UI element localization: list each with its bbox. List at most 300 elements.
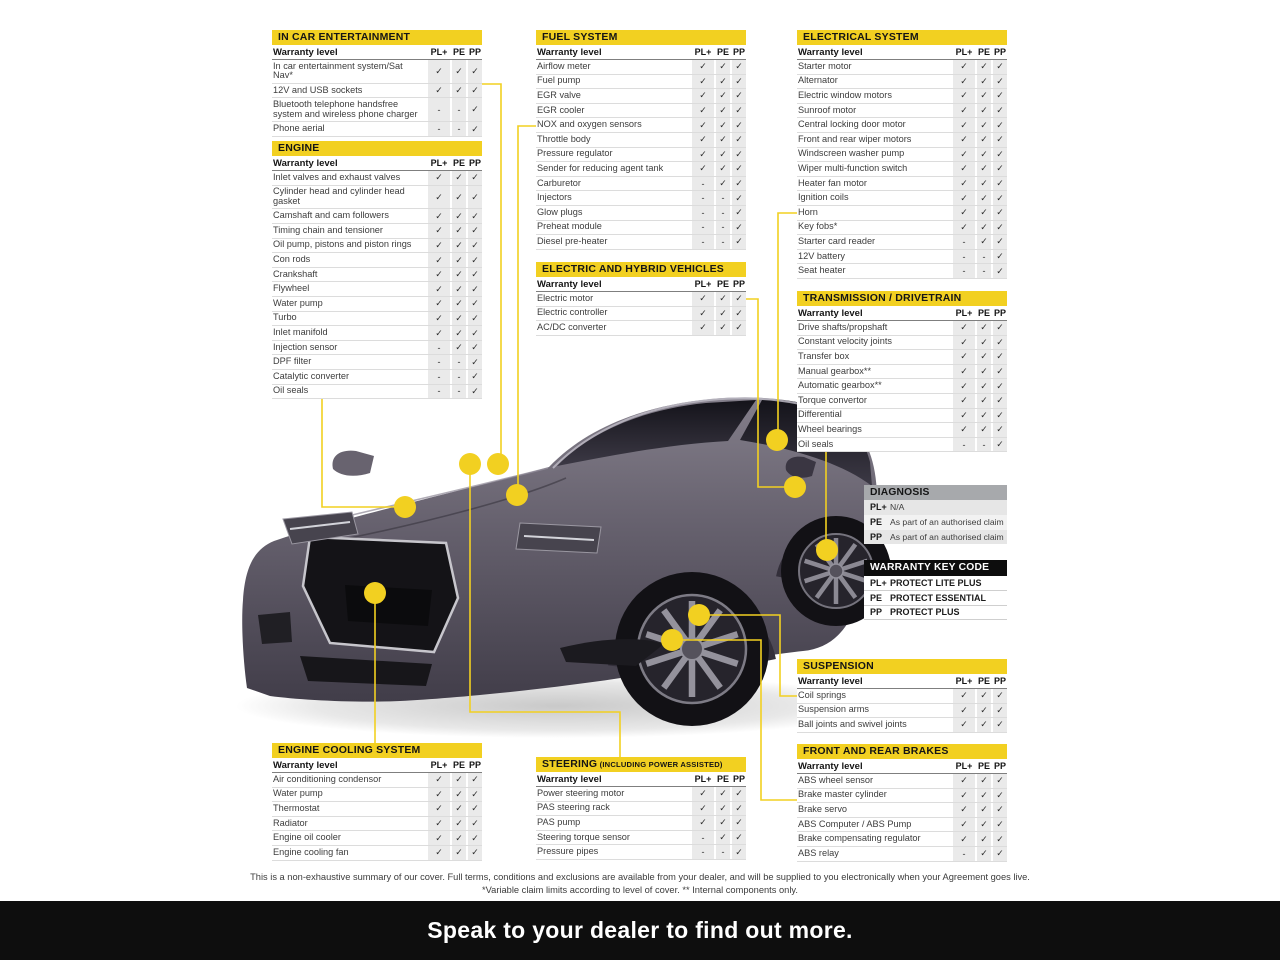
coverage-cell: ✓	[692, 162, 714, 176]
coverage-cell: ✓	[468, 831, 482, 845]
row-label: Manual gearbox**	[798, 365, 872, 376]
coverage-cell: ✓	[953, 704, 975, 718]
coverage-cell: ✓	[732, 75, 746, 89]
coverage-cell: ✓	[993, 689, 1007, 703]
cta-bar	[0, 901, 1280, 960]
coverage-cell: ✓	[468, 802, 482, 816]
coverage-cell: ✓	[977, 221, 991, 235]
table-row	[797, 704, 1007, 719]
table-row	[797, 438, 1007, 453]
coverage-cell: -	[977, 264, 991, 278]
table-row	[797, 321, 1007, 336]
box-row	[864, 530, 1007, 545]
table-title-text: STEERING	[542, 758, 598, 770]
callout-dot	[784, 476, 806, 498]
level-code: PE	[452, 158, 465, 168]
coverage-cell: ✓	[428, 239, 450, 253]
row-label: Oil seals	[273, 385, 309, 396]
coverage-cell: -	[428, 122, 450, 136]
coverage-cell: ✓	[716, 148, 730, 162]
level-code: PE	[977, 761, 990, 771]
coverage-cell: ✓	[993, 221, 1007, 235]
warranty-level-label: Warranty level	[273, 157, 338, 169]
row-label: Horn	[798, 206, 818, 217]
table-row	[536, 845, 746, 860]
coverage-cell: ✓	[993, 250, 1007, 264]
coverage-cell: -	[716, 235, 730, 249]
row-label: Ball joints and swivel joints	[798, 719, 907, 730]
line-in-car-entertainment	[482, 84, 501, 463]
coverage-cell: ✓	[953, 832, 975, 846]
coverage-cell: ✓	[452, 297, 466, 311]
coverage-cell: ✓	[977, 394, 991, 408]
coverage-cell: ✓	[468, 186, 482, 209]
level-code: PP	[732, 47, 745, 57]
coverage-cell: -	[452, 122, 466, 136]
warranty-level-header	[272, 758, 482, 773]
table-row	[797, 221, 1007, 236]
table-row	[797, 365, 1007, 380]
coverage-cell: ✓	[953, 191, 975, 205]
table-row	[272, 355, 482, 370]
coverage-cell: ✓	[993, 847, 1007, 861]
coverage-cell: ✓	[692, 118, 714, 132]
table-title-text: ELECTRIC AND HYBRID VEHICLES	[542, 263, 724, 275]
coverage-cell: ✓	[953, 221, 975, 235]
table-row	[272, 846, 482, 861]
coverage-cell: ✓	[468, 98, 482, 121]
coverage-cell: ✓	[953, 818, 975, 832]
table-row	[797, 847, 1007, 862]
row-label: Sunroof motor	[798, 104, 857, 115]
line-steering	[470, 464, 620, 757]
coverage-cell: ✓	[716, 89, 730, 103]
coverage-cell: ✓	[732, 89, 746, 103]
warranty-level-header	[272, 45, 482, 60]
table-row	[536, 221, 746, 236]
table-row	[797, 148, 1007, 163]
coverage-cell: -	[953, 847, 975, 861]
coverage-cell: ✓	[953, 409, 975, 423]
coverage-cell: -	[428, 98, 450, 121]
coverage-cell: ✓	[428, 282, 450, 296]
coverage-cell: ✓	[692, 60, 714, 74]
coverage-cell: ✓	[716, 118, 730, 132]
coverage-cell: ✓	[993, 818, 1007, 832]
warranty-level-header	[536, 277, 746, 292]
warranty-level-header	[536, 45, 746, 60]
box-title: WARRANTY KEY CODE	[864, 560, 1007, 576]
row-label: Front and rear wiper motors	[798, 133, 912, 144]
coverage-cell: ✓	[977, 321, 991, 335]
table-row	[536, 75, 746, 90]
warranty-level-label: Warranty level	[798, 760, 863, 772]
table-row	[536, 177, 746, 192]
warranty-level-label: Warranty level	[798, 307, 863, 319]
row-label: Central locking door motor	[798, 119, 906, 130]
table-title	[797, 30, 1007, 45]
row-label: Wiper multi-function switch	[798, 162, 908, 173]
row-label: Crankshaft	[273, 268, 318, 279]
level-code: PL+	[870, 502, 887, 513]
coverage-cell: ✓	[977, 191, 991, 205]
level-code: PP	[993, 761, 1006, 771]
coverage-cell: ✓	[993, 148, 1007, 162]
level-code: PL+	[430, 158, 448, 168]
coverage-cell: ✓	[953, 689, 975, 703]
table-title	[797, 659, 1007, 674]
coverage-cell: ✓	[993, 365, 1007, 379]
table-row	[797, 191, 1007, 206]
line-electrical	[778, 213, 797, 440]
coverage-cell: ✓	[953, 336, 975, 350]
row-label: 12V and USB sockets	[273, 84, 363, 95]
coverage-cell: ✓	[716, 104, 730, 118]
line-fuel-system	[518, 126, 536, 494]
coverage-cell: ✓	[428, 186, 450, 209]
coverage-cell: ✓	[993, 177, 1007, 191]
coverage-cell: -	[716, 206, 730, 220]
warranty-level-label: Warranty level	[273, 46, 338, 58]
row-label: Ignition coils	[798, 192, 849, 203]
coverage-cell: ✓	[993, 75, 1007, 89]
coverage-cell: ✓	[977, 118, 991, 132]
coverage-cell: ✓	[993, 409, 1007, 423]
table-row	[272, 98, 482, 122]
level-description: PROTECT LITE PLUS	[890, 577, 982, 588]
coverage-cell: ✓	[452, 312, 466, 326]
row-label: Timing chain and tensioner	[273, 224, 383, 235]
row-label: Electric window motors	[798, 90, 892, 101]
coverage-cell: ✓	[977, 206, 991, 220]
coverage-cell: ✓	[452, 239, 466, 253]
coverage-cell: ✓	[732, 787, 746, 801]
level-code: PE	[977, 676, 990, 686]
coverage-cell: -	[977, 250, 991, 264]
table-row	[797, 394, 1007, 409]
table-row	[272, 253, 482, 268]
table-row	[536, 787, 746, 802]
table-row	[536, 133, 746, 148]
coverage-cell: ✓	[993, 832, 1007, 846]
table-row	[272, 773, 482, 788]
callout-dot	[394, 496, 416, 518]
row-label: Pressure pipes	[537, 846, 599, 857]
level-code: PP	[468, 47, 481, 57]
coverage-cell: -	[692, 221, 714, 235]
coverage-cell: ✓	[428, 84, 450, 98]
coverage-cell: ✓	[716, 816, 730, 830]
table-row	[272, 186, 482, 210]
row-label: Key fobs*	[798, 221, 838, 232]
level-code: PL+	[955, 47, 973, 57]
table-row	[797, 118, 1007, 133]
row-label: Starter card reader	[798, 235, 876, 246]
level-code: PP	[870, 607, 883, 618]
table-title	[536, 30, 746, 45]
coverage-cell: ✓	[468, 312, 482, 326]
table-fuel-system	[536, 30, 746, 250]
coverage-cell: ✓	[993, 321, 1007, 335]
coverage-cell: ✓	[468, 282, 482, 296]
table-title	[797, 291, 1007, 306]
level-description: N/A	[890, 502, 905, 513]
coverage-cell: ✓	[977, 718, 991, 732]
warranty-key-code-box	[864, 560, 1007, 620]
table-row	[797, 206, 1007, 221]
coverage-cell: ✓	[977, 75, 991, 89]
coverage-cell: ✓	[428, 817, 450, 831]
level-code: PE	[452, 760, 465, 770]
coverage-cell: ✓	[977, 789, 991, 803]
coverage-cell: ✓	[953, 206, 975, 220]
coverage-cell: ✓	[732, 118, 746, 132]
table-row	[536, 89, 746, 104]
row-label: ABS Computer / ABS Pump	[798, 818, 912, 829]
coverage-cell: ✓	[428, 268, 450, 282]
coverage-cell: -	[692, 191, 714, 205]
table-title	[536, 757, 746, 772]
coverage-cell: ✓	[428, 788, 450, 802]
row-label: Starter motor	[798, 60, 852, 71]
coverage-cell: ✓	[716, 831, 730, 845]
level-code: PL+	[430, 760, 448, 770]
coverage-cell: ✓	[428, 831, 450, 845]
coverage-cell: ✓	[468, 171, 482, 185]
row-label: Glow plugs	[537, 206, 583, 217]
row-label: In car entertainment system/Sat Nav*	[273, 60, 403, 81]
coverage-cell: ✓	[993, 264, 1007, 278]
coverage-cell: ✓	[428, 60, 450, 83]
table-row	[272, 341, 482, 356]
table-row	[536, 162, 746, 177]
level-code: PL+	[870, 577, 887, 588]
level-code: PL+	[430, 47, 448, 57]
callout-dot	[661, 629, 683, 651]
coverage-cell: ✓	[716, 133, 730, 147]
table-title	[536, 262, 746, 277]
coverage-cell: ✓	[993, 235, 1007, 249]
table-row	[272, 224, 482, 239]
row-label: Brake compensating regulator	[798, 833, 921, 844]
warranty-level-label: Warranty level	[798, 675, 863, 687]
coverage-cell: ✓	[468, 60, 482, 83]
coverage-cell: ✓	[732, 221, 746, 235]
warranty-level-header	[797, 759, 1007, 774]
table-row	[797, 336, 1007, 351]
coverage-cell: ✓	[732, 831, 746, 845]
coverage-cell: ✓	[732, 133, 746, 147]
coverage-cell: ✓	[468, 326, 482, 340]
coverage-cell: ✓	[428, 326, 450, 340]
line-suspension	[699, 615, 797, 696]
coverage-cell: -	[692, 206, 714, 220]
row-label: Carburetor	[537, 177, 581, 188]
callout-dot	[688, 604, 710, 626]
coverage-cell: ✓	[716, 802, 730, 816]
row-label: 12V battery	[798, 250, 845, 261]
coverage-cell: ✓	[977, 133, 991, 147]
callout-dot	[816, 539, 838, 561]
table-electrical-system	[797, 30, 1007, 279]
coverage-cell: ✓	[468, 385, 482, 399]
row-label: Drive shafts/propshaft	[798, 321, 888, 332]
row-label: AC/DC converter	[537, 322, 607, 333]
coverage-cell: ✓	[977, 162, 991, 176]
coverage-cell: -	[716, 221, 730, 235]
table-transmission-drivetrain	[797, 291, 1007, 452]
level-description: As part of an authorised claim	[890, 531, 1004, 542]
warranty-level-label: Warranty level	[273, 759, 338, 771]
row-label: Preheat module	[537, 221, 602, 232]
row-label: Sender for reducing agent tank	[537, 162, 664, 173]
coverage-cell: ✓	[468, 773, 482, 787]
coverage-cell: ✓	[953, 133, 975, 147]
warranty-level-header	[272, 156, 482, 171]
coverage-cell: ✓	[428, 312, 450, 326]
coverage-cell: ✓	[716, 292, 730, 306]
row-label: Engine oil cooler	[273, 832, 341, 843]
callout-dot	[459, 453, 481, 475]
row-label: Steering torque sensor	[537, 831, 630, 842]
level-code: PP	[993, 676, 1006, 686]
table-row	[797, 75, 1007, 90]
coverage-cell: ✓	[732, 292, 746, 306]
coverage-cell: -	[452, 385, 466, 399]
row-label: Turbo	[273, 312, 297, 323]
table-row	[797, 818, 1007, 833]
row-label: Water pump	[273, 788, 323, 799]
coverage-cell: ✓	[953, 774, 975, 788]
coverage-cell: ✓	[977, 365, 991, 379]
warranty-level-label: Warranty level	[537, 278, 602, 290]
table-row	[272, 788, 482, 803]
coverage-cell: ✓	[953, 350, 975, 364]
coverage-cell: -	[716, 845, 730, 859]
coverage-cell: -	[452, 355, 466, 369]
coverage-cell: -	[953, 250, 975, 264]
coverage-cell: ✓	[977, 379, 991, 393]
coverage-cell: ✓	[692, 307, 714, 321]
level-code: PE	[977, 47, 990, 57]
row-label: Windscreen washer pump	[798, 148, 905, 159]
coverage-cell: ✓	[732, 235, 746, 249]
table-row	[536, 816, 746, 831]
coverage-cell: ✓	[732, 191, 746, 205]
coverage-cell: ✓	[428, 253, 450, 267]
coverage-cell: ✓	[468, 355, 482, 369]
coverage-cell: ✓	[953, 60, 975, 74]
table-engine-cooling-system	[272, 743, 482, 861]
table-row	[272, 385, 482, 400]
coverage-cell: ✓	[468, 253, 482, 267]
row-label: Constant velocity joints	[798, 336, 892, 347]
coverage-cell: ✓	[953, 162, 975, 176]
table-row	[272, 326, 482, 341]
coverage-cell: -	[428, 370, 450, 384]
coverage-cell: -	[692, 845, 714, 859]
warranty-level-label: Warranty level	[798, 46, 863, 58]
table-row	[536, 191, 746, 206]
coverage-cell: ✓	[993, 774, 1007, 788]
table-row	[797, 250, 1007, 265]
table-row	[536, 802, 746, 817]
coverage-cell: ✓	[993, 379, 1007, 393]
row-label: Oil pump, pistons and piston rings	[273, 239, 412, 250]
coverage-cell: ✓	[468, 268, 482, 282]
coverage-cell: -	[428, 385, 450, 399]
coverage-cell: ✓	[452, 817, 466, 831]
level-code: PE	[716, 774, 729, 784]
table-row	[797, 104, 1007, 119]
coverage-cell: -	[692, 235, 714, 249]
coverage-cell: ✓	[468, 297, 482, 311]
level-code: PL+	[955, 676, 973, 686]
coverage-cell: ✓	[953, 803, 975, 817]
table-row	[797, 60, 1007, 75]
box-row	[864, 606, 1007, 621]
table-title	[797, 744, 1007, 759]
coverage-cell: ✓	[953, 321, 975, 335]
level-description: As part of an authorised claim	[890, 517, 1004, 528]
table-row	[797, 423, 1007, 438]
row-label: NOX and oxygen sensors	[537, 119, 642, 130]
table-title-text: SUSPENSION	[803, 660, 874, 672]
row-label: EGR valve	[537, 90, 581, 101]
level-code: PP	[468, 760, 481, 770]
coverage-cell: ✓	[452, 209, 466, 223]
table-title-text: TRANSMISSION / DRIVETRAIN	[803, 292, 962, 304]
box-row	[864, 500, 1007, 515]
coverage-cell: ✓	[452, 253, 466, 267]
table-title-text: ENGINE	[278, 142, 320, 154]
coverage-cell: ✓	[428, 846, 450, 860]
coverage-cell: ✓	[993, 350, 1007, 364]
coverage-cell: ✓	[716, 75, 730, 89]
row-label: Diesel pre-heater	[537, 235, 608, 246]
coverage-cell: ✓	[428, 297, 450, 311]
coverage-cell: ✓	[977, 803, 991, 817]
coverage-cell: ✓	[468, 788, 482, 802]
table-row	[272, 122, 482, 137]
table-row	[272, 84, 482, 99]
table-engine	[272, 141, 482, 399]
footnote-line-2: *Variable claim limits according to level of cover. ** Internal components only.	[482, 885, 798, 895]
coverage-cell: ✓	[953, 89, 975, 103]
coverage-cell: ✓	[468, 846, 482, 860]
table-row	[797, 774, 1007, 789]
row-label: Differential	[798, 409, 842, 420]
coverage-cell: ✓	[977, 148, 991, 162]
box-row	[864, 576, 1007, 591]
table-row	[797, 379, 1007, 394]
row-label: ABS wheel sensor	[798, 774, 874, 785]
coverage-cell: -	[452, 370, 466, 384]
coverage-cell: ✓	[993, 704, 1007, 718]
row-label: Catalytic converter	[273, 370, 350, 381]
coverage-cell: ✓	[953, 423, 975, 437]
row-label: PAS pump	[537, 817, 581, 828]
coverage-cell: -	[716, 191, 730, 205]
coverage-cell: -	[692, 831, 714, 845]
level-code: PP	[993, 308, 1006, 318]
callout-dot	[364, 582, 386, 604]
box-row	[864, 515, 1007, 530]
line-engine	[322, 390, 397, 507]
coverage-cell: ✓	[732, 802, 746, 816]
coverage-cell: ✓	[468, 370, 482, 384]
table-title	[272, 30, 482, 45]
